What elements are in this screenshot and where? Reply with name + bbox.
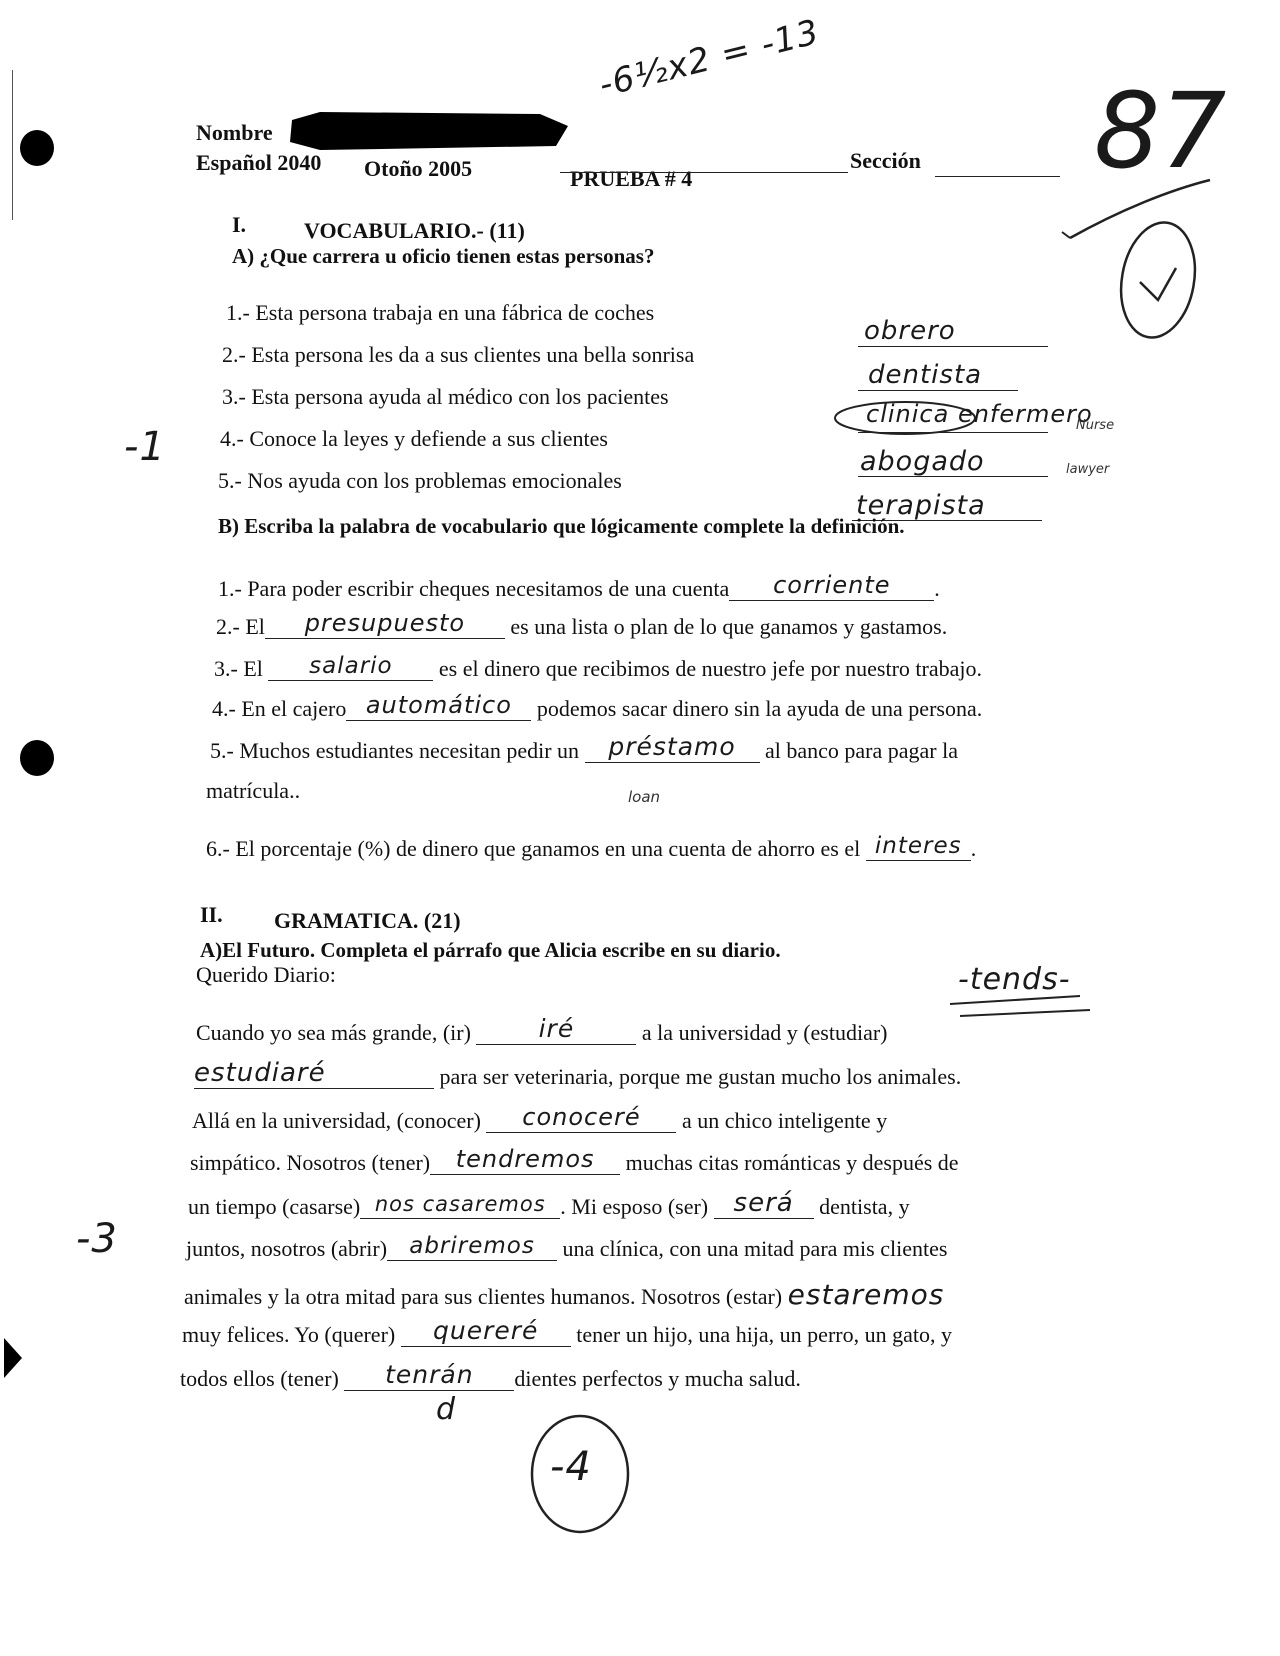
list-item [214, 653, 982, 682]
item-text: 2.- El [216, 614, 265, 639]
score-calculation: -6½x2 = -13 [595, 12, 824, 106]
text: muy felices. Yo (querer) [182, 1322, 396, 1347]
test-title: PRUEBA # 4 [570, 166, 693, 191]
term-label: Otoño 2005 [364, 156, 473, 181]
item-text: al banco para pagar la [765, 738, 959, 763]
answer-automatico: automático [365, 691, 512, 719]
answer-blank [430, 1145, 620, 1175]
list-item: 5.- Nos ayuda con los problemas emocionales [218, 468, 622, 493]
paragraph-line [188, 1188, 910, 1220]
item-text: 1.- Para poder escribir cheques necesitamos de una cuenta [218, 576, 730, 601]
text: Allá en la universidad, (conocer) [192, 1108, 481, 1133]
text: a la universidad y (estudiar) [641, 1020, 888, 1045]
seccion-line [935, 176, 1060, 177]
paragraph-line [180, 1360, 801, 1392]
answer-line [858, 346, 1048, 347]
course-label: Español 2040 [196, 150, 322, 175]
list-item: 2.- Esta persona les da a sus clientes una bella sonrisa [222, 342, 695, 367]
answer-blank [344, 1360, 514, 1391]
answer-obrero: obrero [864, 316, 956, 346]
salutation: Querido Diario: [196, 962, 336, 987]
list-item [210, 732, 959, 764]
partB-title: B) Escriba la palabra de vocabulario que lógicamente complete la definición. [218, 514, 905, 538]
paragraph-line [192, 1103, 888, 1134]
text: dientes perfectos y mucha salud. [514, 1366, 801, 1391]
answer-casarse: nos casaremos [374, 1192, 546, 1216]
text: un tiempo (casarse) [188, 1194, 361, 1219]
answer-blank [486, 1103, 676, 1133]
note-nurse: Nurse [1076, 418, 1115, 433]
answer-abogado: abogado [860, 446, 985, 477]
answer-blank [194, 1058, 434, 1089]
answer-blank [360, 1192, 560, 1219]
answer-ir: iré [538, 1014, 575, 1043]
item-text: es una lista o plan de lo que ganamos y gastamos. [510, 614, 948, 639]
section1-roman: I. [232, 212, 247, 237]
margin-deduction: -1 [124, 424, 166, 470]
list-item [212, 691, 983, 722]
list-item [218, 571, 940, 602]
list-item: 4.- Conoce la leyes y defiende a sus clientes [220, 426, 608, 451]
bottom-deduction: -4 [550, 1444, 592, 1490]
paragraph-line [184, 1278, 944, 1311]
answer-ser: será [733, 1188, 794, 1218]
answer-dentista: dentista [868, 360, 983, 390]
answer-blank [714, 1188, 814, 1219]
item-text: es el dinero que recibimos de nuestro jefe por nuestro trabajo. [438, 656, 982, 681]
answer-corriente: corriente [773, 571, 891, 599]
answer-presupuesto: presupuesto [304, 609, 466, 637]
text: a un chico inteligente y [681, 1108, 888, 1133]
item-text: 5.- Muchos estudiantes necesitan pedir un [210, 738, 580, 763]
answer-blank [346, 691, 531, 721]
item-text: podemos sacar dinero sin la ayuda de una persona. [536, 696, 983, 721]
note-lawyer: lawyer [1066, 462, 1110, 477]
text: muchas citas románticas y después de [625, 1150, 959, 1175]
text: dentista, y [819, 1194, 910, 1219]
margin-note: -tends- [958, 962, 1071, 997]
list-item: 3.- Esta persona ayuda al médico con los pacientes [222, 384, 669, 409]
text: Cuando yo sea más grande, (ir) [196, 1020, 471, 1045]
text: una clínica, con una mitad para mis clientes [562, 1236, 948, 1261]
answer-blank [866, 833, 971, 861]
answer-estar: estaremos [787, 1278, 945, 1311]
answer-line [858, 390, 1018, 391]
answer-querer: quereré [433, 1316, 539, 1345]
section2-roman: II. [200, 902, 223, 927]
paragraph-line [182, 1316, 952, 1348]
answer-tener: tendremos [455, 1145, 595, 1173]
answer-blank [585, 732, 760, 763]
paragraph-line [196, 1014, 888, 1046]
answer-clinica: clinica enfermero [866, 400, 1093, 428]
paragraph-line [194, 1058, 962, 1090]
answer-salario: salario [309, 653, 393, 679]
text: tener un hijo, una hija, un perro, un gato, y [576, 1322, 952, 1347]
answer-line [858, 432, 1048, 433]
answer-blank [401, 1316, 571, 1347]
text: juntos, nosotros (abrir) [186, 1236, 388, 1261]
answer-blank [387, 1233, 557, 1261]
text: animales y la otra mitad para sus clientes humanos. Nosotros (estar) [184, 1284, 783, 1309]
item-text: . [934, 576, 940, 601]
answer-interes: interes [874, 833, 962, 859]
margin-deduction: -3 [76, 1216, 118, 1262]
item-text: 3.- El [214, 656, 263, 681]
paragraph-line [186, 1233, 948, 1262]
list-item [206, 833, 977, 862]
answer-estudiar: estudiaré [194, 1058, 326, 1088]
item-text: . [970, 836, 977, 861]
answer-blank [265, 609, 505, 639]
nombre-line [560, 172, 848, 173]
list-item: 1.- Esta persona trabaja en una fábrica de coches [226, 300, 655, 325]
correction-mark: d [436, 1392, 457, 1427]
list-item [216, 609, 948, 640]
answer-blank [476, 1014, 636, 1045]
text: . Mi esposo (ser) [560, 1194, 709, 1219]
answer-blank [268, 653, 433, 681]
partA-title: A)El Futuro. Completa el párrafo que Alicia escribe en su diario. [200, 938, 781, 962]
answer-prestamo: préstamo [608, 732, 736, 761]
item-text: 4.- En el cajero [212, 696, 347, 721]
text: todos ellos (tener) [180, 1366, 339, 1391]
item-text: 6.- El porcentaje (%) de dinero que ganamos en una cuenta de ahorro es el [206, 836, 861, 861]
answer-blank [729, 571, 934, 601]
score: 87 [1094, 70, 1227, 192]
seccion-label: Sección [850, 148, 921, 173]
answer-conocer: conoceré [522, 1103, 641, 1131]
answer-tener2: tenrán [385, 1360, 474, 1389]
partA-title: A) ¿Que carrera u oficio tienen estas personas? [232, 244, 655, 268]
answer-terapista: terapista [856, 490, 986, 521]
item-text: matrícula.. [206, 778, 301, 803]
answer-abrir: abriremos [409, 1233, 535, 1259]
text: simpático. Nosotros (tener) [190, 1150, 431, 1175]
nombre-label: Nombre [196, 120, 273, 145]
text: para ser veterinaria, porque me gustan mucho los animales. [439, 1064, 962, 1089]
section1-title: VOCABULARIO.- (11) [304, 218, 525, 243]
note-loan: loan [628, 788, 661, 806]
paragraph-line [190, 1145, 959, 1176]
section2-title: GRAMATICA. (21) [274, 908, 461, 933]
